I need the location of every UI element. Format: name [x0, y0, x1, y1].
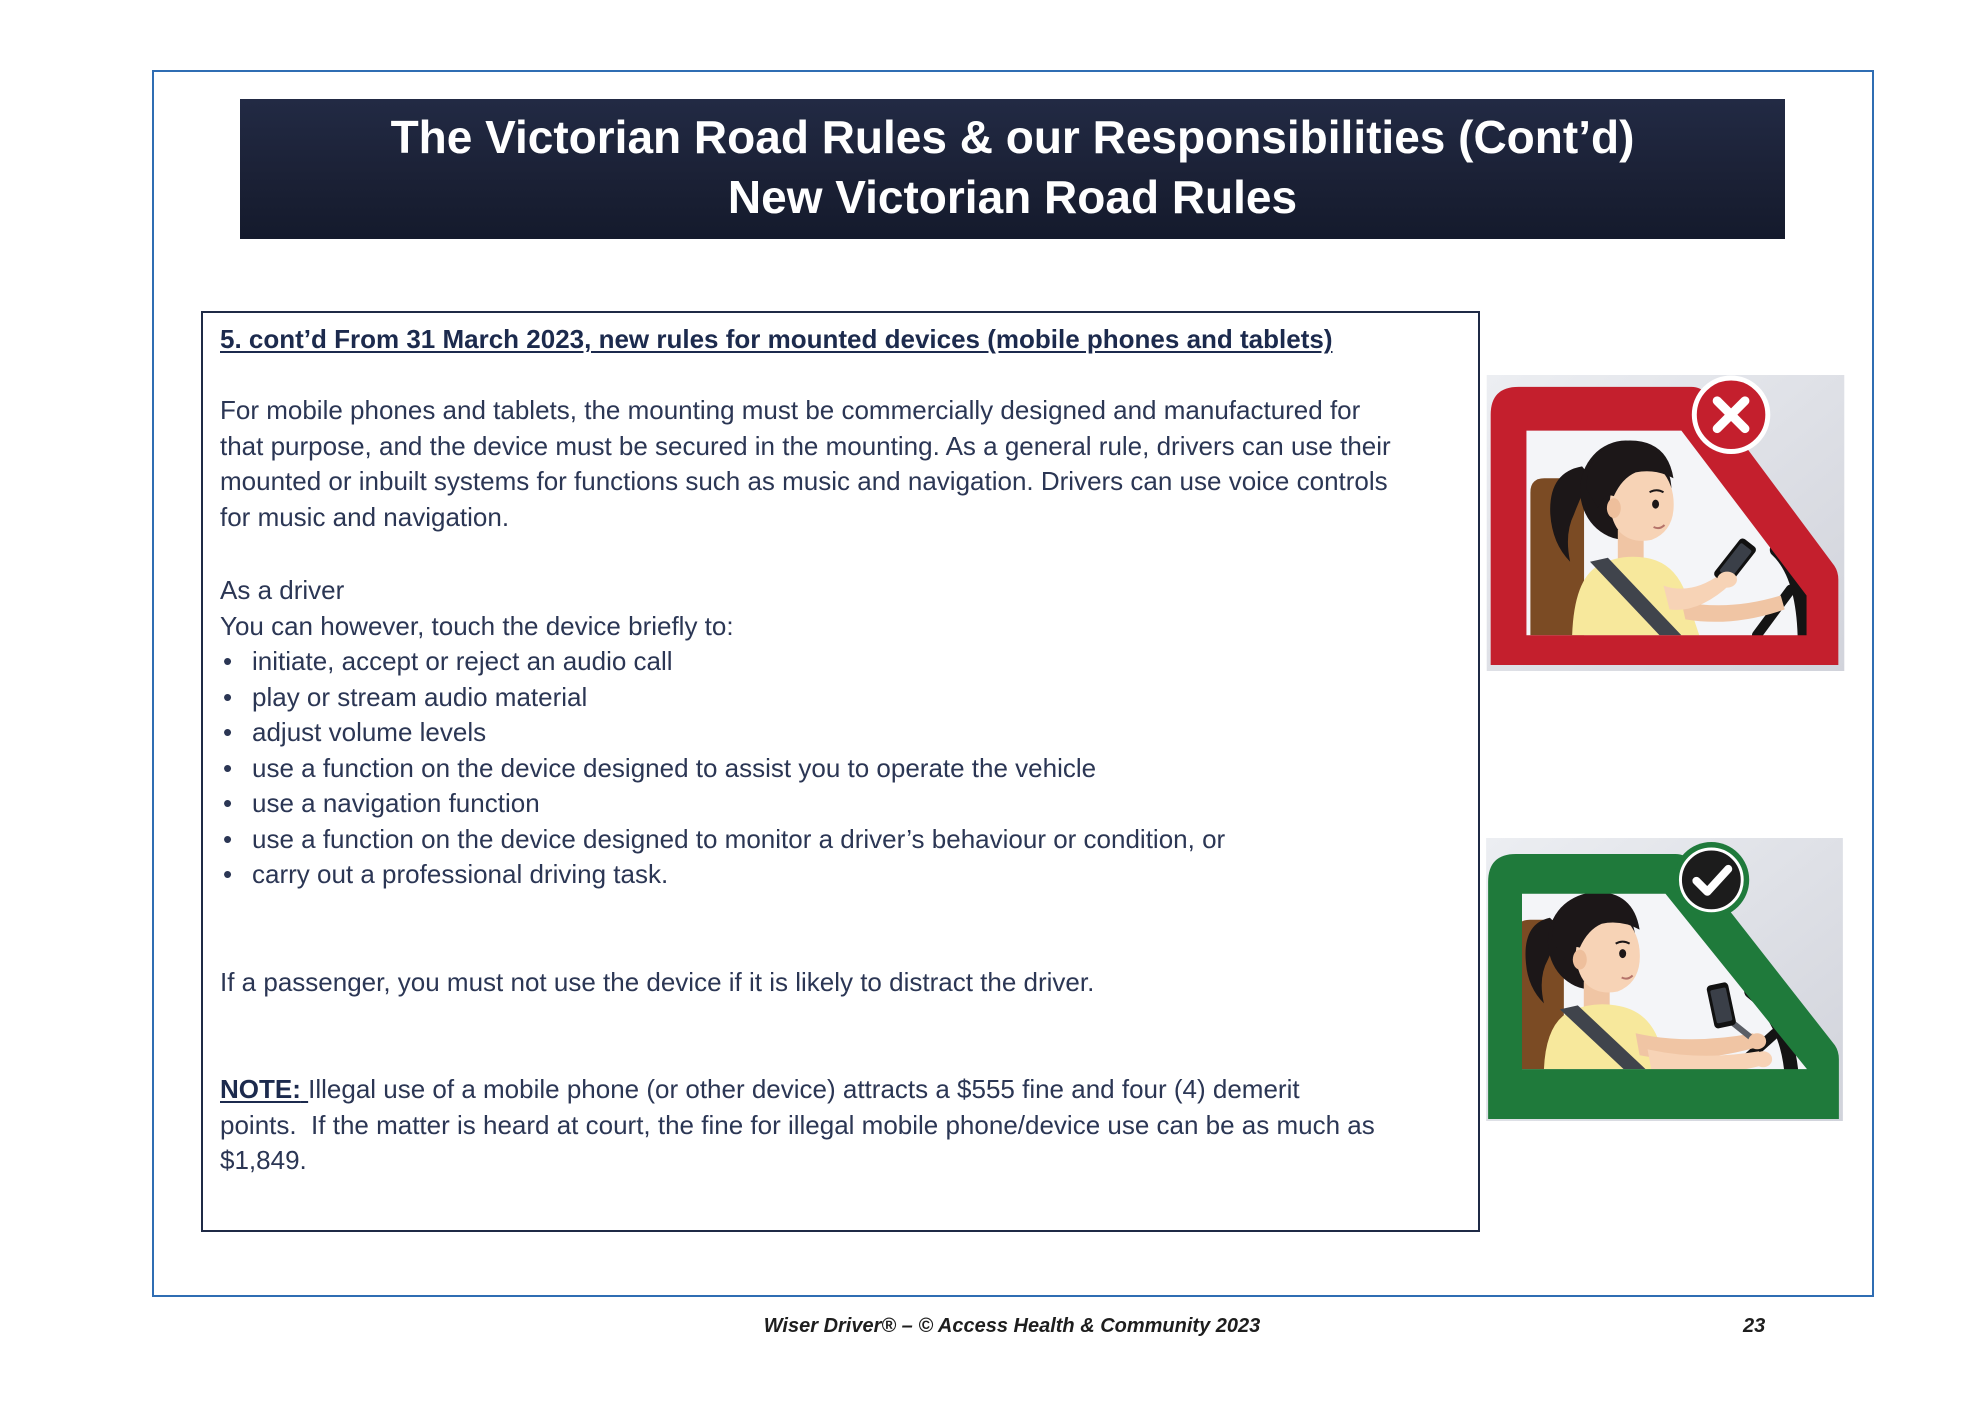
page-subtitle: New Victorian Road Rules: [727, 171, 1298, 223]
illustration-mounted-phone-permitted: [1486, 838, 1843, 1121]
passenger-rule: If a passenger, you must not use the device if it is likely to distract the driver.: [220, 967, 1095, 997]
note-line: $1,849.: [220, 1145, 307, 1175]
list-item: • adjust volume levels: [220, 715, 1460, 751]
permitted-actions-list: [220, 644, 1460, 893]
driver-ear: [1573, 950, 1587, 970]
note-label: NOTE:: [220, 1074, 301, 1104]
driver-eye: [1619, 949, 1626, 958]
driver-hand-left: [1748, 1033, 1766, 1049]
note-line: [220, 1072, 1460, 1108]
note-text: Illegal use of a mobile phone (or other device) attracts a $555 fine and four (4) demerit: [308, 1074, 1300, 1104]
driver-label: As a driver: [220, 575, 345, 605]
rules-text-box: [201, 311, 1480, 1232]
list-item: • use a navigation function: [220, 786, 1460, 822]
driver-hand: [1717, 572, 1737, 588]
page-title: The Victorian Road Rules & our Responsibilities (Cont’d): [390, 111, 1635, 163]
list-item: • carry out a professional driving task.: [220, 857, 1460, 893]
note-line: points. If the matter is heard at court, the fine for illegal mobile phone/device use can be as much as: [220, 1109, 1375, 1140]
title-banner: [240, 99, 1785, 239]
illustration-handheld-phone-prohibited: [1486, 375, 1845, 671]
footer-credit: Wiser Driver® – © Access Health & Community 2023: [763, 1315, 1261, 1337]
list-item: • use a function on the device designed to assist you to operate the vehicle: [220, 751, 1460, 787]
intro-line: that purpose, and the device must be secured in the mounting. As a general rule, drivers can use their: [220, 430, 1391, 461]
intro-paragraph: [220, 393, 1460, 535]
list-item: • use a function on the device designed to monitor a driver’s behaviour or condition, or: [220, 822, 1460, 858]
driver-hand-right: [1754, 1051, 1772, 1067]
intro-line: for music and navigation.: [220, 501, 510, 532]
list-item: • play or stream audio material: [220, 680, 1460, 716]
driver-lead-text: You can however, touch the device briefly to:: [220, 610, 734, 641]
penalty-note: [220, 1072, 1460, 1179]
page-number: 23: [1743, 1315, 1766, 1337]
driver-eye: [1652, 500, 1659, 509]
permitted-check-icon: [1673, 842, 1749, 918]
intro-line: mounted or inbuilt systems for functions such as music and navigation. Drivers can use voice controls: [220, 466, 1388, 496]
driver-rules: [220, 573, 1460, 893]
prohibited-x-icon: [1694, 378, 1768, 452]
list-item: • initiate, accept or reject an audio call: [220, 644, 1460, 680]
driver-ear: [1607, 498, 1621, 518]
intro-line: For mobile phones and tablets, the mounting must be commercially designed and manufactured for: [220, 395, 1361, 425]
section-heading: 5. cont’d From 31 March 2023, new rules for mounted devices (mobile phones and tablets): [220, 324, 1333, 354]
